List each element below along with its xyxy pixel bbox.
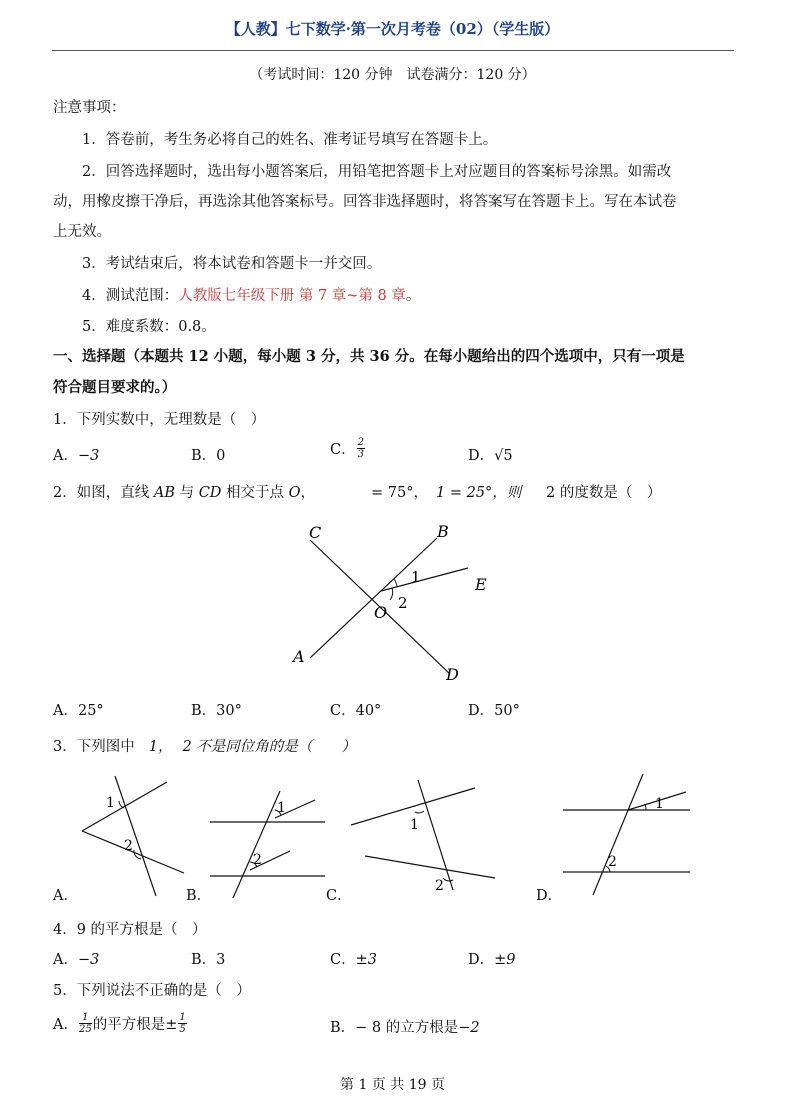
q4-option-a [53,948,99,969]
note-2-line-3: 上无效。 [53,224,111,240]
q4-option-c [330,948,377,969]
section-1-heading-line-2: 符合题目要求的。） [53,379,177,396]
note-4-prefix: 4．测试范围： [82,288,179,304]
q4-option-b: B．3 [191,952,226,968]
angle-1-arc [394,579,397,587]
q1-option-d [468,444,513,465]
fig-a-label-2: 2 [124,838,133,854]
q3-figure-c [345,770,505,895]
note-4 [82,284,420,305]
fig-c-label-2: 2 [435,878,444,894]
q5-a-denominator: 25 [78,1024,92,1035]
q5-a-fraction-1 [79,1012,92,1035]
q5-a-fraction-2 [178,1012,186,1035]
q3-stem-1: 3．下列图中 [53,739,135,755]
section-1-heading-line-1: 一、选择题（本题共 12 小题，每小题 3 分，共 36 分。在每小题给出的四个选项中，只有一项是 [53,348,685,365]
line-ab [310,538,437,658]
q3-option-a: A． [53,888,78,904]
q5-option-b [330,1016,480,1037]
note-2-line-1: 2．回答选择题时，选出每小题答案后，用铅笔把答题卡上对应题目的答案标号涂黑。如需改 [82,164,672,180]
q1-c-numerator: 2 [357,437,364,448]
page-footer: 第 1 页 共 19 页 [340,1077,445,1093]
q5-a-denominator-2: 5 [179,1024,186,1035]
q2-stem-1: 2．如图，直线 [53,485,154,501]
label-e: E [475,575,487,594]
q5-stem: 5．下列说法不正确的是（ ） [53,983,251,999]
q2-figure [280,518,510,690]
q4-stem: 4．9 的平方根是（ ） [53,922,207,938]
q1-option-a [53,444,99,465]
fig-a-line-1 [82,782,167,831]
q1-option-b: B．0 [191,448,226,464]
q5-a-text: 的平方根是± [92,1017,178,1033]
fig-c-arc-1 [415,811,424,813]
q1-a-label: A． [53,448,78,464]
page-header-title: 【人教】七下数学·第一次月考卷（02）（学生版） [225,20,560,38]
q2-line-ab: AB [153,485,175,501]
q1-d-value: √5 [494,448,513,464]
label-angle-2: 2 [398,594,408,612]
q2-stem-2: 与 [174,485,199,501]
label-a: A [293,647,305,666]
q3-figure-a [74,768,189,903]
q2-point-o: O [288,485,301,501]
fig-b-transversal [233,791,280,898]
q5-option-a [53,1012,188,1035]
q2-stem-4: ， [300,485,316,501]
note-4-suffix: 。 [405,288,421,304]
q1-a-value: −3 [77,448,100,464]
test-range: 人教版七年级下册 第 7 章~第 8 章 [178,288,406,304]
q2-stem-angle-2 [546,481,661,502]
q2-stem-angle-1 [436,481,521,502]
q2-line-cd: CD [198,485,222,501]
q3-stem-2: 1， [148,739,173,755]
fig-a-label-1: 1 [106,795,115,811]
q3-figure-b [205,788,330,900]
label-angle-1: 1 [411,568,421,586]
fig-a-transversal [115,776,156,896]
q2-stem-7: 2 的度数是（ ） [546,485,662,501]
q3-option-d: D． [536,888,563,904]
q1-c-label: C． [330,442,356,458]
fig-c-label-1: 1 [410,817,419,833]
note-3: 3．考试结束后，将本试卷和答题卡一并交回。 [82,256,382,272]
q4-a-value: −3 [77,952,100,968]
q2-stem-5: = 75°， [371,485,428,501]
fig-c-line-2 [365,856,495,878]
q1-option-c [330,437,366,460]
note-2-line-2: 动，用橡皮擦干净后，再选涂其他答案标号。回答非选择题时，将答案写在答题卡上。写在本试卷 [53,194,677,210]
notes-heading: 注意事项： [53,100,126,116]
q3-stem-3: 2 不是同位角的是（ ） [182,739,356,755]
q2-stem-6: 1 = 25°，则 [436,485,522,501]
q1-d-label: D． [468,448,495,464]
q3-stem [53,735,356,756]
q2-option-b: B．30° [191,703,242,719]
fig-d-transversal [593,774,643,895]
q2-option-a: A．25° [53,703,104,719]
q3-figure-d [558,770,698,898]
label-o: O [374,603,388,622]
q4-a-label: A． [53,952,78,968]
exam-info: （考试时间：120 分钟 试卷满分：120 分） [249,67,536,83]
q2-option-c: C．40° [330,703,382,719]
q5-b-value: −2 [458,1020,480,1036]
q2-stem [53,481,315,502]
fig-d-label-2: 2 [608,854,617,870]
q1-c-fraction [357,437,365,460]
q4-d-value: ±9 [494,952,516,968]
q4-c-label: C． [330,952,356,968]
label-b: B [437,522,449,541]
q5-b-text: B．− 8 的立方根是 [330,1020,459,1036]
q2-option-d: D．50° [468,703,520,719]
fig-b-label-2: 2 [253,852,262,868]
q2-stem-3: 相交于点 [221,485,289,501]
q5-a-numerator: 1 [79,1012,92,1024]
q3-option-c: C． [326,888,352,904]
fig-b-label-1: 1 [277,800,286,816]
q4-option-d [468,948,516,969]
q1-stem: 1．下列实数中，无理数是（ ） [53,412,266,428]
q4-c-value: ±3 [355,952,377,968]
q1-c-denominator: 3 [357,449,364,460]
q5-a-label: A． [53,1017,78,1033]
fig-c-arc-2 [443,878,453,881]
label-d: D [446,665,459,684]
note-5: 5．难度系数：0.8。 [82,319,216,335]
angle-2-arc [390,588,393,600]
fig-d-label-1: 1 [655,796,664,812]
label-c: C [309,523,322,542]
note-1: 1．答卷前，考生务必将自己的姓名、准考证号填写在答题卡上。 [82,132,498,148]
fig-a-line-2 [82,831,184,873]
q4-d-label: D． [468,952,495,968]
header-rule [52,50,734,51]
q3-option-b: B． [186,888,212,904]
q5-a-numerator-2: 1 [179,1012,186,1023]
q2-stem-angle-boe [371,481,428,502]
